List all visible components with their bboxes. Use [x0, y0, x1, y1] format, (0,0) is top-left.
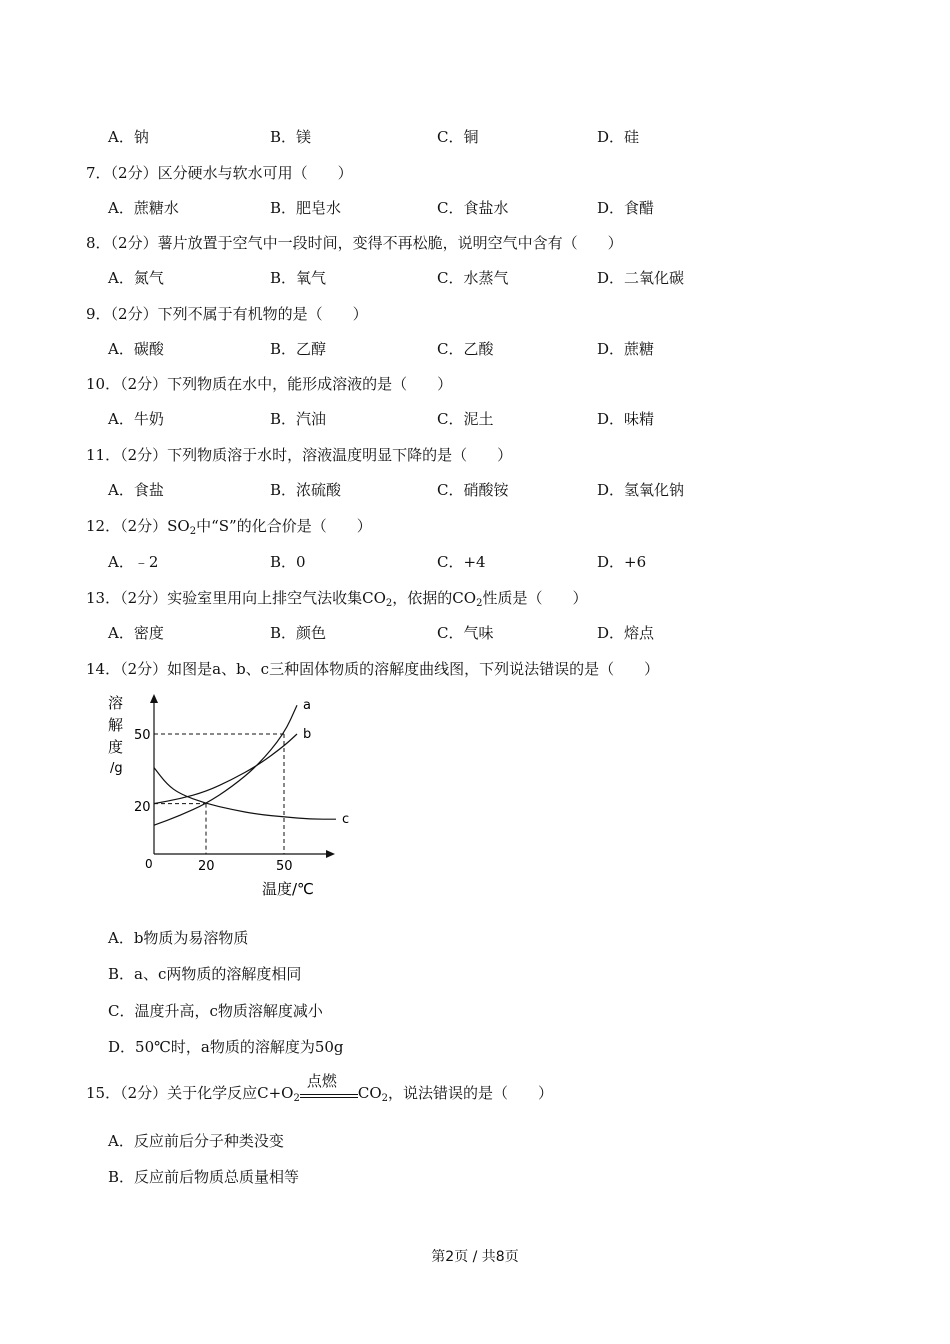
y-tick-50: 50 [134, 728, 151, 743]
q12-option-b: B．0 [270, 553, 306, 571]
q15-stem: 15．（2分）关于化学反应$C+O_2$ 点燃 $CO_2$，说法错误的是（ ） [86, 1072, 554, 1104]
q8-option-a: A．氮气 [108, 269, 164, 287]
series-label-c: c [342, 812, 350, 828]
q14-stem: 14．（2分）如图是a、b、c三种固体物质的溶解度曲线图，下列说法错误的是（ ） [86, 660, 660, 678]
q11-option-d: D．氢氧化钠 [597, 481, 685, 499]
x-axis-label: 温度/℃ [262, 880, 314, 898]
q13-option-d: D．熔点 [597, 624, 655, 642]
q15-option-a: A．反应前后分子种类没变 [108, 1132, 284, 1150]
q11-stem: 11．（2分）下列物质溶于水时，溶液温度明显下降的是（ ） [86, 446, 513, 464]
q10-stem: 10．（2分）下列物质在水中，能形成溶液的是（ ） [86, 375, 453, 393]
origin-label: 0 [145, 857, 153, 871]
q13-option-c: C．气味 [437, 624, 494, 642]
q15-option-b: B．反应前后物质总质量相等 [108, 1168, 300, 1186]
series-curves [154, 698, 349, 827]
q12-stem: 12．（2分）$SO_2$中“S”的化合价是（ ） [86, 517, 372, 537]
page-footer: 第2页 / 共8页 [431, 1249, 519, 1265]
y-label-char-2: 解 [108, 716, 124, 734]
series-curve-a [154, 705, 297, 825]
q14-option-c: C．温度升高，c物质溶解度减小 [108, 1002, 323, 1020]
q8-stem: 8．（2分）薯片放置于空气中一段时间，变得不再松脆，说明空气中含有（ ） [86, 234, 623, 252]
q6-option-b: B．镁 [270, 128, 312, 146]
y-tick-20: 20 [134, 800, 151, 815]
q10-option-d: D．味精 [597, 410, 655, 428]
q8-option-c: C．水蒸气 [437, 269, 509, 287]
q7-option-c: C．食盐水 [437, 199, 509, 217]
q8-option-d: D．二氧化碳 [597, 269, 685, 287]
q14-option-b: B．a、c两物质的溶解度相同 [108, 965, 302, 983]
q9-option-b: B．乙醇 [270, 340, 327, 358]
q13-option-b: B．颜色 [270, 624, 327, 642]
q14-option-d: D．50℃时，a物质的溶解度为50g [108, 1038, 344, 1056]
solubility-chart [100, 688, 350, 903]
y-label-char-3: 度 [108, 738, 124, 756]
q6-option-a: A．钠 [108, 128, 149, 146]
q12-option-a: A．﹣2 [108, 553, 159, 571]
q7-option-d: D．食醋 [597, 199, 655, 217]
q9-option-a: A．碳酸 [108, 340, 164, 358]
q14-option-a: A．b物质为易溶物质 [108, 929, 249, 947]
q13-stem: 13．（2分）实验室里用向上排空气法收集$CO_2$，依据的$CO_2$性质是（ ） [86, 589, 588, 609]
q9-stem: 9．（2分）下列不属于有机物的是（ ） [86, 305, 368, 323]
y-axis-arrow [150, 694, 158, 703]
q7-option-a: A．蔗糖水 [108, 199, 179, 217]
q8-option-b: B．氧气 [270, 269, 327, 287]
reaction-condition-arrow: 点燃 [300, 1084, 358, 1104]
q11-option-b: B．浓硫酸 [270, 481, 342, 499]
q9-option-d: D．蔗糖 [597, 340, 655, 358]
series-label-b: b [303, 727, 312, 742]
y-label-char-1: 溶 [108, 694, 124, 712]
q6-option-d: D．硅 [597, 128, 640, 146]
x-axis-arrow [326, 850, 335, 858]
y-label-char-4: /g [110, 761, 123, 776]
q7-option-b: B．肥皂水 [270, 199, 342, 217]
tick-labels [134, 728, 293, 874]
series-label-a: a [303, 698, 311, 714]
q10-option-c: C．泥土 [437, 410, 494, 428]
q12-option-c: C．+4 [437, 553, 486, 571]
q7-stem: 7．（2分）区分硬水与软水可用（ ） [86, 164, 353, 182]
q6-option-c: C．铜 [437, 128, 479, 146]
q11-option-c: C．硝酸铵 [437, 481, 509, 499]
q9-option-c: C．乙酸 [437, 340, 494, 358]
q13-option-a: A．密度 [108, 624, 164, 642]
q10-option-a: A．牛奶 [108, 410, 164, 428]
q11-option-a: A．食盐 [108, 481, 164, 499]
q12-option-d: D．+6 [597, 553, 647, 571]
guide-lines [154, 734, 284, 854]
x-tick-20: 20 [198, 859, 215, 874]
q10-option-b: B．汽油 [270, 410, 327, 428]
x-tick-50: 50 [276, 859, 293, 874]
